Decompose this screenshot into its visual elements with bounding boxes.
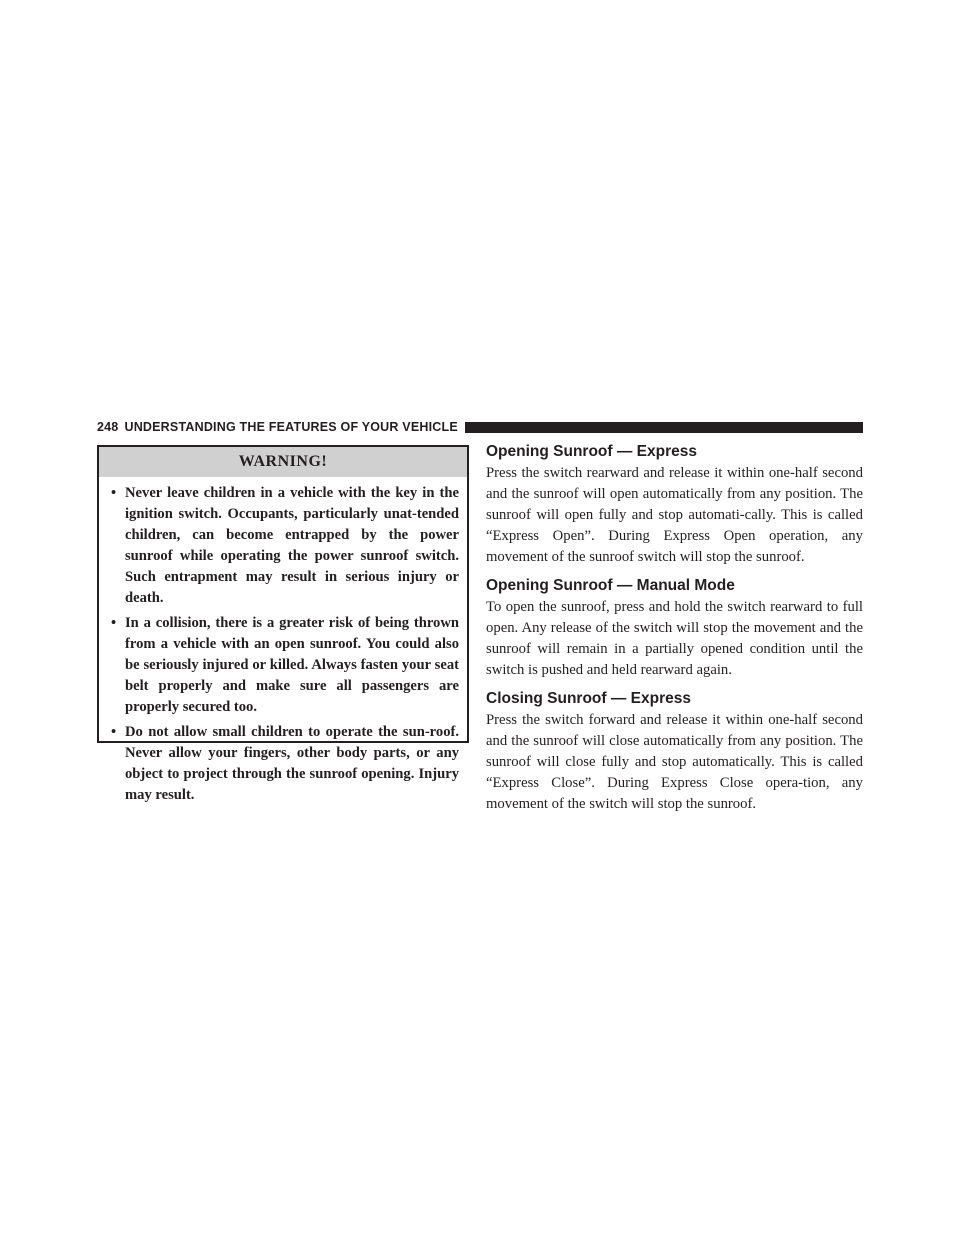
section-body: To open the sunroof, press and hold the switch rearward to full open. Any release of the switch will stop the movement and the sunroof will remain in a partially opened condition until the switch is pushed and held rearward again. (486, 599, 863, 678)
bullet-icon: • (111, 485, 117, 501)
section-heading: Opening Sunroof — Express (486, 443, 697, 460)
header-rule (465, 422, 863, 433)
warning-item-text: In a collision, there is a greater risk of being thrown from a vehicle with an open sunroof. You could also be seriously injured or killed. Always fasten your seat belt properly and make sure all passengers are properly secured too. (125, 615, 459, 715)
section-title: UNDERSTANDING THE FEATURES OF YOUR VEHICLE (124, 420, 458, 434)
warning-item (107, 483, 459, 609)
section-heading: Closing Sunroof — Express (486, 690, 691, 707)
warning-box (97, 445, 469, 803)
page-number: 248 (97, 420, 119, 434)
bullet-icon: • (111, 724, 117, 740)
warning-title: WARNING! (99, 447, 467, 477)
section-body: Press the switch rearward and release it within one-half second and the sunroof will open automatically from any position. The sunroof will open fully and stop automati-cally. This is called “Express Open”. During Express Open operation, any movement of the sunroof switch will stop the sunroof. (486, 465, 863, 565)
warning-item-text: Never leave children in a vehicle with the key in the ignition switch. Occupants, particularly unat-tended children, can become entrapped by the power sunroof while operating the power sunroof switch. Such entrapment may result in serious injury or death. (125, 485, 459, 606)
section-body: Press the switch forward and release it within one-half second and the sunroof will close automatically from any position. The sunroof will close fully and stop automatically. This is called “Express Close”. During Express Close opera-tion, any movement of the switch will stop the sunroof. (486, 712, 863, 812)
page-header (97, 419, 863, 435)
right-column (486, 441, 863, 822)
warning-item (107, 613, 459, 718)
warning-item (107, 722, 459, 806)
bullet-icon: • (111, 615, 117, 631)
section-heading: Opening Sunroof — Manual Mode (486, 577, 735, 594)
warning-list (99, 477, 467, 806)
warning-item-text: Do not allow small children to operate the sun-roof. Never allow your fingers, other body parts, or any object to project through the sunroof opening. Injury may result. (125, 724, 459, 803)
